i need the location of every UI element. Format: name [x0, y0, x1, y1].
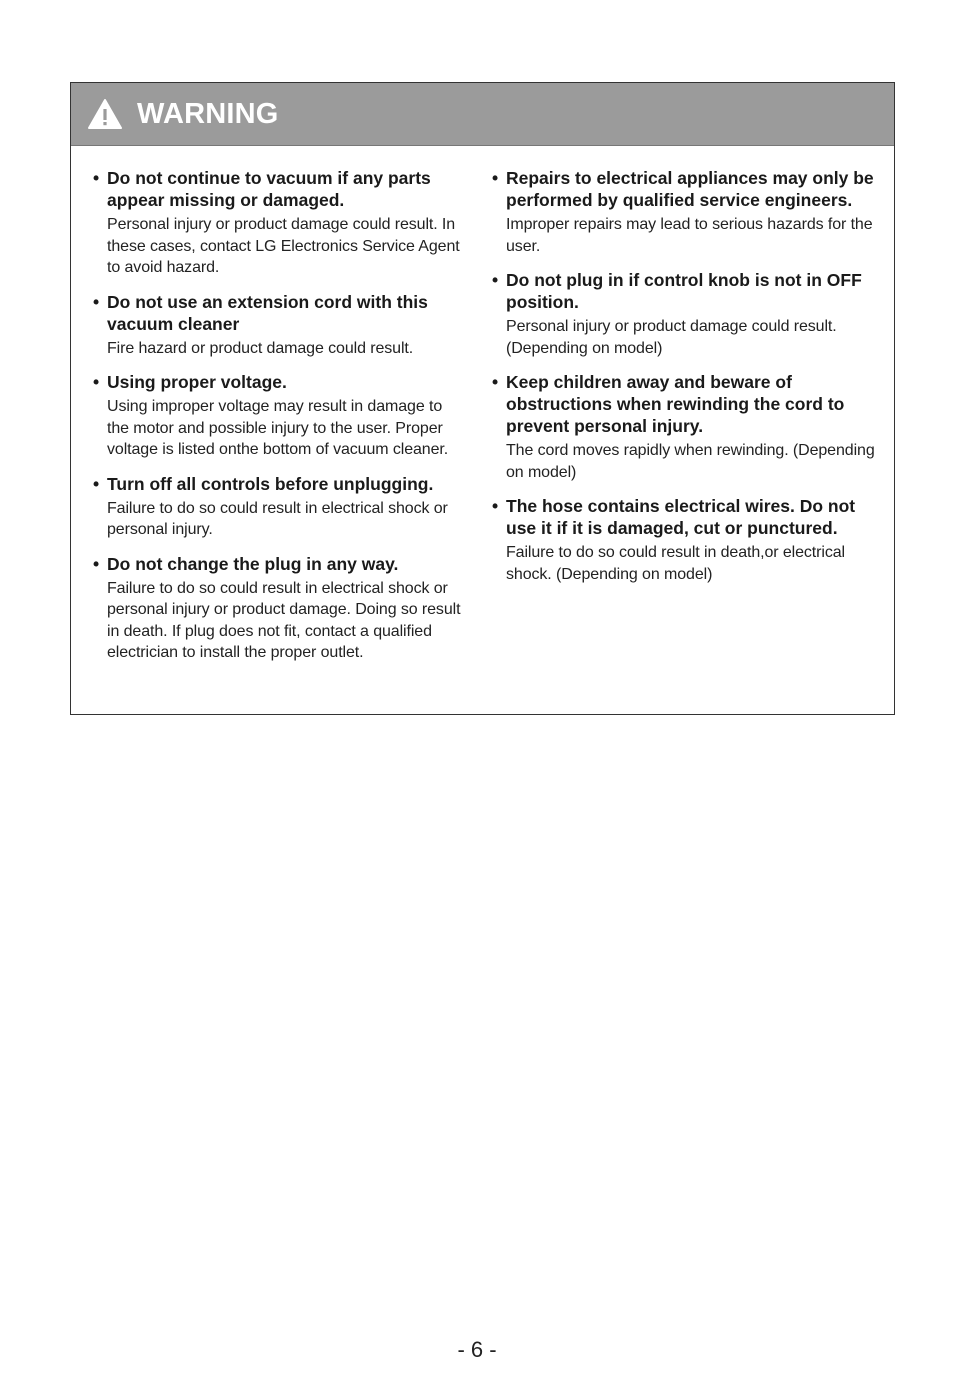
- warning-title: WARNING: [137, 97, 279, 130]
- warning-item-body: Failure to do so could result in death,or electrical shock. (Depending on model): [506, 544, 845, 583]
- bullet: •: [93, 291, 100, 312]
- heading-text: Using proper voltage.: [107, 372, 287, 392]
- warning-item: [93, 553, 461, 664]
- heading-text: Do not continue to vacuum if any parts appear missing or damaged.: [107, 168, 431, 210]
- bullet: •: [93, 372, 100, 392]
- warning-item: [93, 291, 461, 360]
- warning-item: [93, 371, 461, 461]
- warning-item: [93, 167, 461, 279]
- heading-text: Do not change the plug in any way.: [107, 553, 399, 574]
- heading-text: Do not use an extension cord with this vacuum cleaner: [107, 291, 428, 334]
- bullet: •: [492, 372, 499, 392]
- page-number: - 6 -: [457, 1337, 497, 1362]
- warning-item-body: Failure to do so could result in electrical shock or personal injury or product damage. Doing so result in death. If plug does not fit, contact a qualified electrician to install the proper outlet.: [107, 579, 461, 661]
- heading-text: Repairs to electrical appliances may only be performed by qualified service engineers.: [506, 168, 874, 210]
- warning-item-heading: [93, 473, 461, 495]
- warning-item-heading: [492, 495, 882, 539]
- warning-item: [492, 371, 882, 483]
- warning-item-body: Personal injury or product damage could result. In these cases, contact LG Electronics Service Agent to avoid hazard.: [107, 216, 460, 276]
- heading-text: Turn off all controls before unplugging.: [107, 473, 434, 494]
- warning-item-body: Failure to do so could result in electrical shock or personal injury.: [107, 499, 448, 538]
- bullet: •: [93, 553, 100, 574]
- bullet: •: [93, 168, 100, 188]
- heading-text: Do not plug in if control knob is not in OFF position.: [506, 270, 862, 312]
- warning-item: [492, 167, 882, 257]
- warning-item-heading: [93, 291, 461, 335]
- warning-item-heading: [492, 371, 882, 437]
- heading-text: The hose contains electrical wires. Do not use it if it is damaged, cut or punctured.: [506, 496, 856, 538]
- warning-triangle-icon: [87, 98, 123, 130]
- warning-item-body: Improper repairs may lead to serious hazards for the user.: [506, 216, 873, 255]
- warning-item-body: The cord moves rapidly when rewinding. (Depending on model): [506, 442, 875, 481]
- warning-item: [492, 269, 882, 359]
- warning-item-body: Fire hazard or product damage could result.: [107, 339, 414, 357]
- warning-item-heading: [492, 269, 882, 313]
- warning-item-heading: [93, 553, 461, 575]
- right-column: [492, 167, 882, 597]
- bullet: •: [492, 496, 499, 516]
- warning-item-heading: [492, 167, 882, 211]
- warning-header: [71, 83, 894, 146]
- warning-item: [93, 473, 461, 541]
- left-column: [93, 167, 461, 676]
- warning-box: [70, 82, 895, 715]
- warning-item-body: Personal injury or product damage could result. (Depending on model): [506, 318, 837, 357]
- warning-item-heading: [93, 371, 461, 393]
- bullet: •: [492, 270, 499, 290]
- warning-item-body: Using improper voltage may result in damage to the motor and possible injury to the user. Proper voltage is listed onthe bottom of vacuum cleaner.: [107, 398, 449, 458]
- warning-item-heading: [93, 167, 461, 211]
- bullet: •: [93, 473, 100, 494]
- bullet: •: [492, 168, 499, 188]
- heading-text: Keep children away and beware of obstructions when rewinding the cord to prevent personal injury.: [506, 372, 845, 436]
- warning-item: [492, 495, 882, 585]
